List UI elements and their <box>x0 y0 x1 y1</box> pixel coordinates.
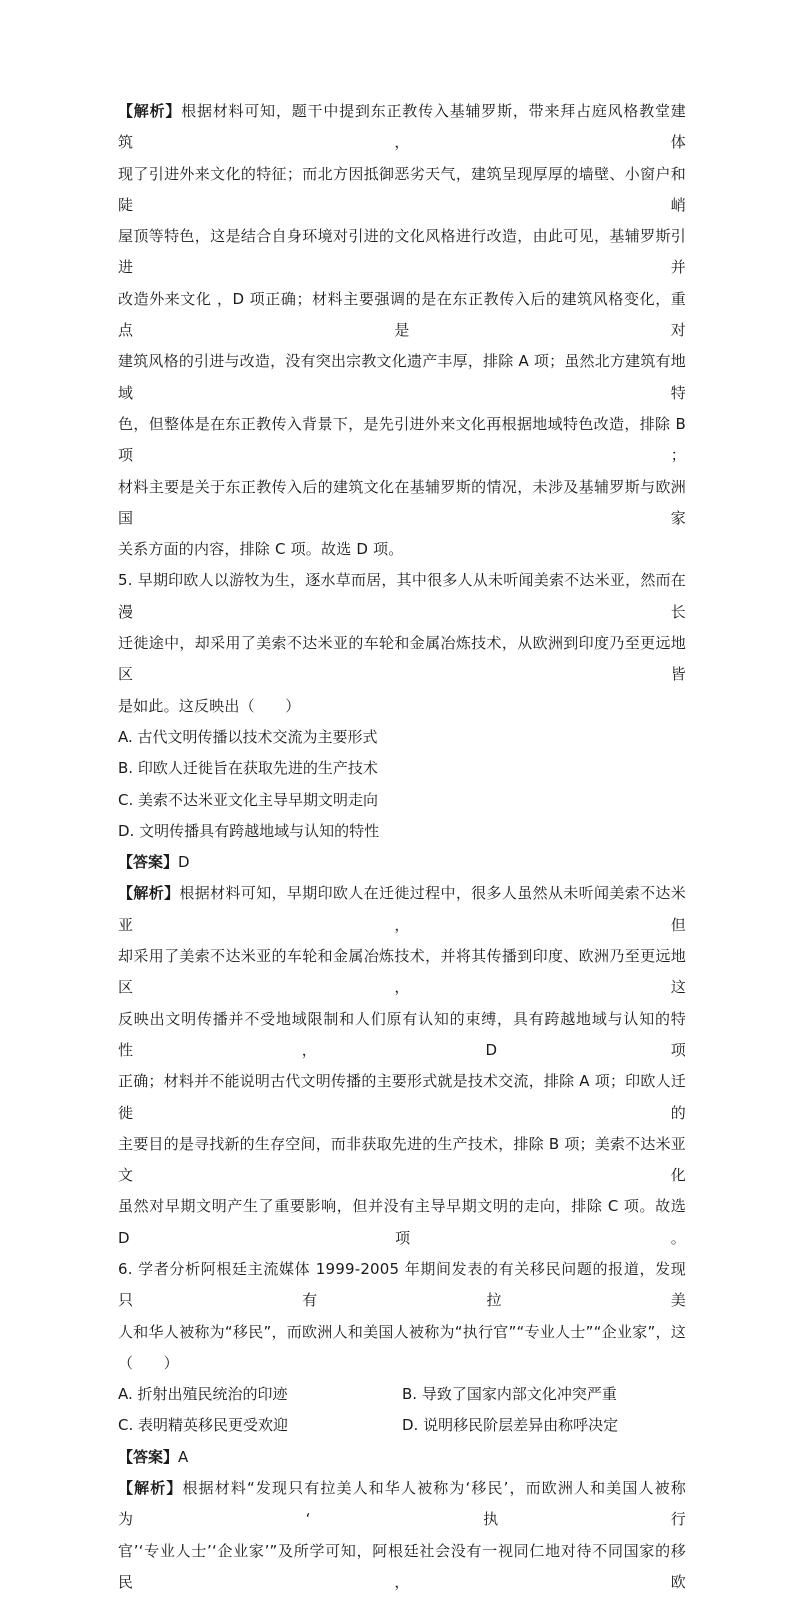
answer-value: D <box>178 853 190 872</box>
question-line: 人和华人被称为“移民”，而欧洲人和美国人被称为“执行官”“专业人士”“企业家”，这 <box>118 1322 686 1341</box>
analysis-line: 色，但整体是在东正教传入背景下，是先引进外来文化再根据地域特色改造，排除 B 项； <box>118 414 686 465</box>
analysis-line: 关系方面的内容，排除 C 项。故选 D 项。 <box>118 540 404 559</box>
option-a: A. 折射出殖民统治的印迹 <box>118 1385 288 1404</box>
analysis-line: 【解析】根据材料可知，早期印欧人在迁徙过程中，很多人虽然从未听闻美索不达米亚，但 <box>118 884 686 934</box>
document-content <box>118 96 686 1598</box>
analysis-line: 虽然对早期文明产生了重要影响，但并没有主导早期文明的走向，排除 C 项。故选 D 项。 <box>118 1197 686 1247</box>
question-6-stem <box>118 1254 686 1379</box>
analysis-line: 改造外来文化 ，D 项正确；材料主要强调的是在东正教传入后的建筑风格变化，重点是对 <box>118 289 686 340</box>
analysis-line: 材料主要是关于东正教传入后的建筑文化在基辅罗斯的情况，未涉及基辅罗斯与欧洲国家 <box>118 477 686 527</box>
analysis-line: 正确；材料并不能说明古代文明传播的主要形式就是技术交流，排除 A 项；印欧人迁徙的 <box>118 1072 686 1122</box>
analysis-block-q6 <box>118 1473 686 1598</box>
analysis-line: 主要目的是寻找新的生存空间，而非获取先进的生产技术，排除 B 项；美索不达米亚文化 <box>118 1134 686 1185</box>
question-5-stem <box>118 565 686 721</box>
option-d: D. 文明传播具有跨越地域与认知的特性 <box>118 821 380 840</box>
analysis-label: 【解析】 <box>118 102 182 120</box>
option-c: C. 表明精英移民更受欢迎 <box>118 1416 289 1435</box>
question-line: 6. 学者分析阿根廷主流媒体 1999-2005 年期间发表的有关移民问题的报道，发现只有拉美 <box>118 1259 686 1310</box>
analysis-line: 反映出文明传播并不受地域限制和人们原有认知的束缚，具有跨越地域与认知的特性，D 项 <box>118 1009 686 1059</box>
answer-line-q5 <box>118 847 686 878</box>
option-c: C. 美索不达米亚文化主导早期文明走向 <box>118 790 379 809</box>
answer-label: 【答案】 <box>118 1447 179 1466</box>
option-d: D. 说明移民阶层差异由称呼决定 <box>402 1416 619 1435</box>
option-b: B. 印欧人迁徙旨在获取先进的生产技术 <box>118 759 378 778</box>
question-line: 是如此。这反映出（ ） <box>118 696 301 715</box>
question-line: 迁徙途中，却采用了美索不达米亚的车轮和金属冶炼技术，从欧洲到印度乃至更远地区皆 <box>118 634 686 684</box>
question-line: 5. 早期印欧人以游牧为生，逐水草而居，其中很多人从未听闻美索不达米亚，然而在漫长 <box>118 571 686 621</box>
question-line: （ ） <box>118 1353 179 1372</box>
analysis-block-q4 <box>118 96 686 565</box>
options-row-2 <box>118 1410 686 1441</box>
option-a: A. 古代文明传播以技术交流为主要形式 <box>118 727 378 746</box>
analysis-label: 【解析】 <box>118 1479 183 1498</box>
option-b: B. 导致了国家内部文化冲突严重 <box>402 1385 617 1404</box>
analysis-line: 【解析】根据材料可知，题干中提到东正教传入基辅罗斯，带来拜占庭风格教堂建筑，体 <box>118 102 686 152</box>
answer-label: 【答案】 <box>118 853 179 872</box>
analysis-label: 【解析】 <box>118 884 180 903</box>
analysis-line: 现了引进外来文化的特征；而北方因抵御恶劣天气，建筑呈现厚厚的墙壁、小窗户和陡峭 <box>118 164 686 214</box>
options-row-1 <box>118 1379 686 1410</box>
analysis-line: 官’‘专业人士’‘企业家’”及所学可知，阿根廷社会没有一视同仁地对待不同国家的移民，欧 <box>118 1541 686 1591</box>
analysis-line: 【解析】根据材料“发现只有拉美人和华人被称为‘移民’，而欧洲人和美国人被称为‘执行 <box>118 1479 686 1529</box>
answer-line-q6 <box>118 1442 686 1473</box>
analysis-line: 却采用了美索不达米亚的车轮和金属冶炼技术，并将其传播到印度、欧洲乃至更远地区，这 <box>118 947 686 997</box>
answer-value: A <box>178 1447 189 1466</box>
analysis-line: 建筑风格的引进与改造，没有突出宗教文化遗产丰厚，排除 A 项；虽然北方建筑有地域特 <box>118 352 686 402</box>
analysis-block-q5 <box>118 878 686 1254</box>
analysis-line: 屋顶等特色，这是结合自身环境对引进的文化风格进行改造，由此可见，基辅罗斯引进并 <box>118 227 686 277</box>
